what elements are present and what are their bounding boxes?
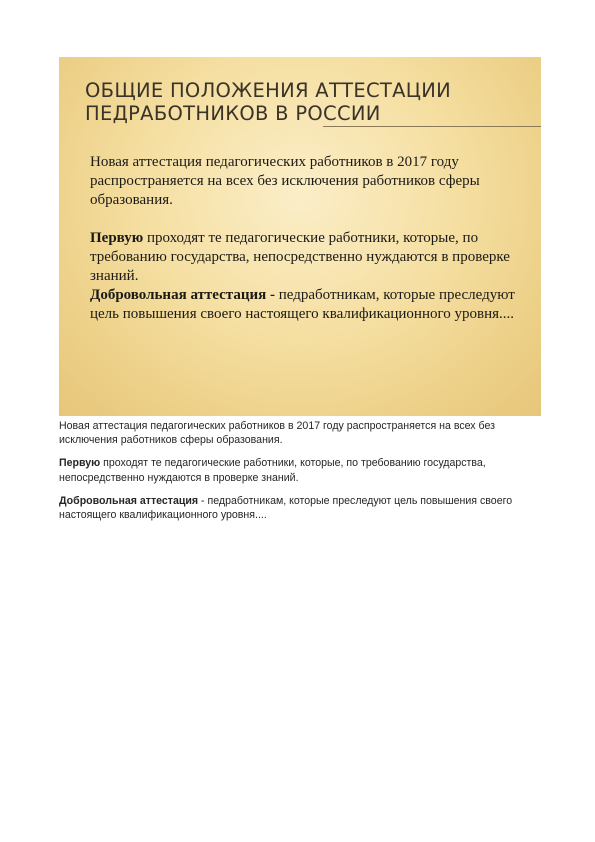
text-paragraph-2 <box>59 456 529 484</box>
slide-title-line-2: ПЕДРАБОТНИКОВ В РОССИИ <box>85 102 381 125</box>
slide-paragraph-3 <box>90 286 520 324</box>
presentation-slide <box>59 57 541 416</box>
text-paragraph-3 <box>59 494 529 522</box>
slide-paragraph-3-text: педработникам, которые преследуют цель повышения своего настоящего квалификационного уровня.... <box>90 287 515 322</box>
text-paragraph-2-text: проходят те педагогические работники, которые, по требованию государства, непосредственно нуждаются в проверке знаний. <box>59 457 486 484</box>
title-underline <box>323 126 541 127</box>
page-text <box>59 419 529 531</box>
slide-body <box>90 153 520 324</box>
slide-paragraph-2 <box>90 229 520 286</box>
text-paragraph-2-bold: Первую <box>59 457 101 470</box>
text-paragraph-3-text: - педработникам, которые преследуют цель повышения своего настоящего квалификационного уровня.... <box>59 494 513 522</box>
slide-paragraph-1: Новая аттестация педагогических работников в 2017 году распространяется на всех без исключения работников сферы образования. <box>90 154 480 208</box>
slide-paragraph-3-bold: Добровольная аттестация - <box>90 287 275 303</box>
slide-title <box>85 79 525 125</box>
slide-paragraph-2-text: проходят те педагогические работники, которые, по требованию государства, непосредственно нуждаются в проверке знаний. <box>90 230 510 284</box>
text-paragraph-3-bold: Добровольная аттестация <box>59 494 199 507</box>
text-paragraph-1: Новая аттестация педагогических работников в 2017 году распространяется на всех без исключения работников сферы образования. <box>59 420 495 447</box>
slide-title-line-1: ОБЩИЕ ПОЛОЖЕНИЯ АТТЕСТАЦИИ <box>85 79 451 102</box>
slide-paragraph-2-bold: Первую <box>90 230 144 246</box>
